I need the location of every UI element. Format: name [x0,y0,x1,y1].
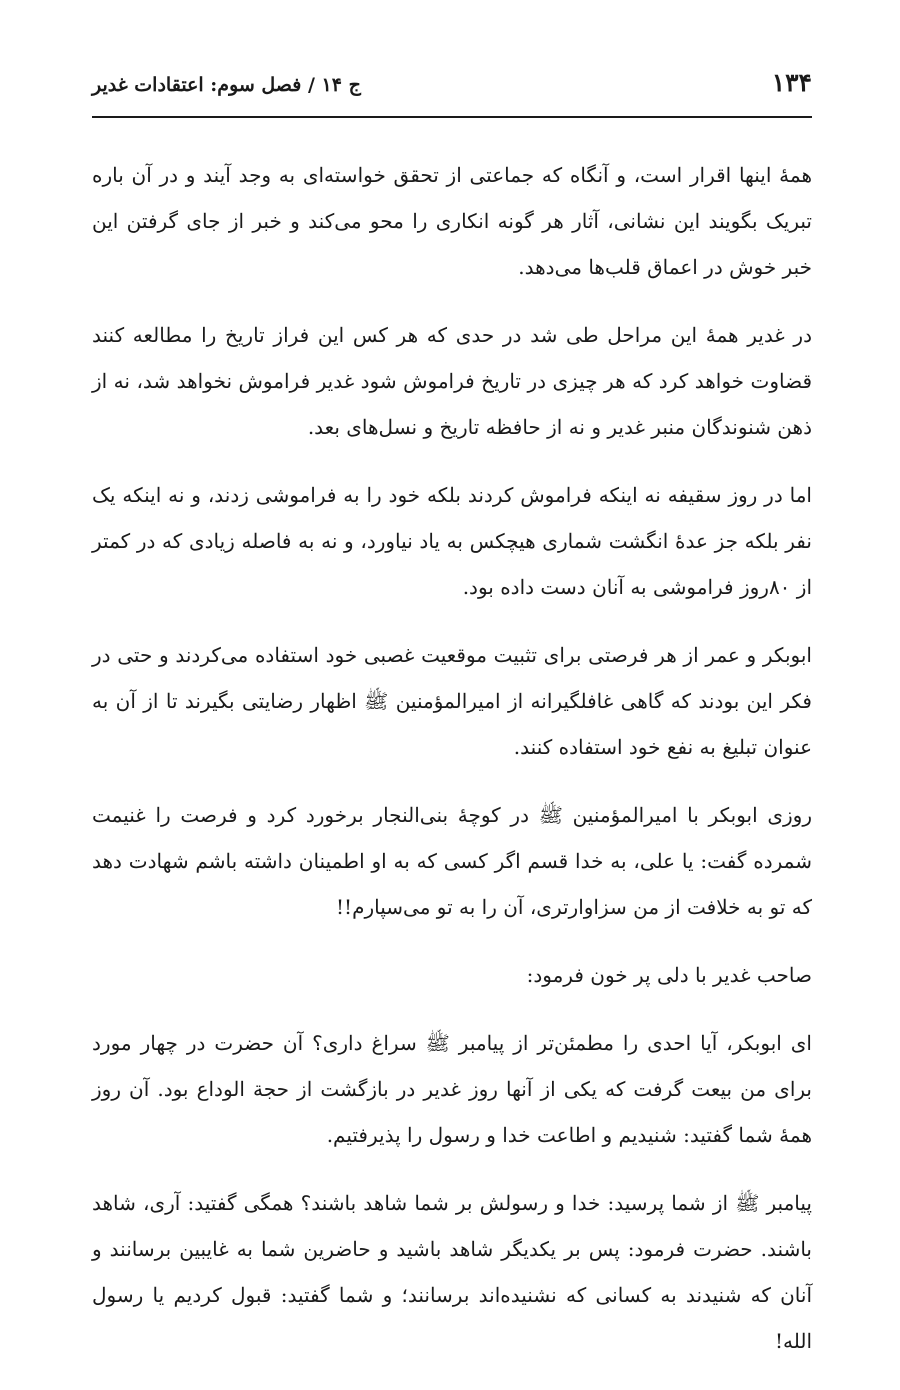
body-text [92,152,812,1364]
paragraph: همهٔ اینها اقرار است، و آنگاه که جماعتی از تحقق خواسته‌ای به وجد آیند و در آن باره تبریک بگویند این نشانی، آثار هر گونه انکاری را محو می‌کند و خبر از جای گرفتن این خبر خوش در اعماق قلب‌ها می‌دهد. [92,163,812,279]
paragraph: ای ابوبکر، آیا احدی را مطمئن‌تر از پیامبر ﷺ سراغ داری؟ آن حضرت در چهار مورد برای من بیعت گرفت که یکی از آنها روز غدیر در بازگشت از حجة الوداع بود. آن روز همهٔ شما گفتید: شنیدیم و اطاعت خدا و رسول را پذیرفتیم. [92,1031,812,1147]
paragraph: اما در روز سقیفه نه اینکه فراموش کردند بلکه خود را به فراموشی زدند، و نه اینکه یک نفر بلکه جز عدهٔ انگشت شماری هیچکس به یاد نیاورد، و نه به فاصله زیادی که در کمتر از ۸۰روز فراموشی به آنان دست داده بود. [92,483,812,599]
paragraph: ابوبکر و عمر از هر فرصتی برای تثبیت موقعیت غصبی خود استفاده می‌کردند و حتی در فکر این بودند که گاهی غافلگیرانه از امیرالمؤمنین ﷺ اظهار رضایتی بگیرند تا از آن به عنوان تبلیغ به نفع خود استفاده کنند. [92,643,812,759]
page-number: ۱۳۴ [771,68,812,97]
book-page [92,62,812,1362]
paragraph: در غدیر همهٔ این مراحل طی شد در حدی که هر کس این فراز تاریخ را مطالعه کنند قضاوت خواهد کرد که هر چیزی در تاریخ فراموش شود غدیر فراموش نخواهد شد، نه از ذهن شنوندگان منبر غدیر و نه از حافظه تاریخ و نسل‌های بعد. [92,323,812,439]
chapter-title: ج ۱۴ / فصل سوم: اعتقادات غدیر [92,74,361,96]
paragraph: روزی ابوبکر با امیرالمؤمنین ﷺ در کوچهٔ بنی‌النجار برخورد کرد و فرصت را غنیمت شمرده گفت: یا علی، به خدا قسم اگر کسی که به او اطمینان داشته باشم شهادت دهد که تو به خلافت از من سزاوارتری، آن را به تو می‌سپارم!! [92,803,812,919]
paragraph: پیامبر ﷺ از شما پرسید: خدا و رسولش بر شما شاهد باشند؟ همگی گفتید: آری، شاهد باشند. حضرت فرمود: پس بر یکدیگر شاهد باشید و حاضرین شما به غایبین برسانند و آنان که شنیدند به کسانی که نشنیده‌اند برسانند؛ و شما گفتید: قبول کردیم یا رسول الله! [92,1191,812,1353]
paragraph: صاحب غدیر با دلی پر خون فرمود: [526,963,812,987]
running-header [92,62,812,118]
